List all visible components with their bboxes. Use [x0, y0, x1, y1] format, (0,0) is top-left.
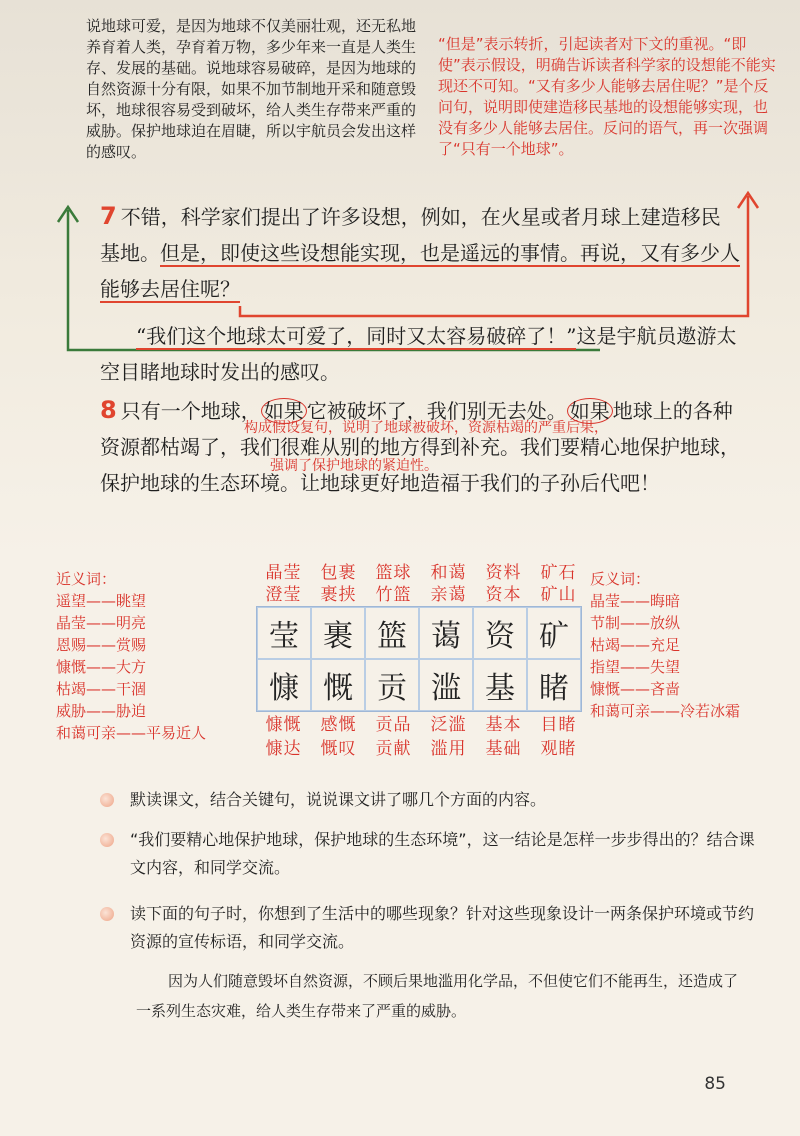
word: 贡献 — [375, 739, 412, 759]
question-text: 读下面的句子时，你想到了生活中的哪些现象？针对这些现象设计一两条保护环境或节约资源的宣传标语，和同学交流。 — [130, 904, 755, 951]
paragraph-7-quote — [100, 318, 740, 390]
left-annotation: 说地球可爱，是因为地球不仅美丽壮观，还无私地养育着人类，孕育着万物，多少年来一直是人类生存、发展的基础。说地球容易破碎，是因为地球的自然资源十分有限，如果不加节制地开采和随意毁坏，地球很容易受到破坏，给人类生存带来严重的威胁。保护地球迫在眉睫，所以宇航员会发出这样的感叹。 — [86, 17, 417, 161]
word: 篮球 — [375, 563, 412, 583]
character-cell: 裹 — [311, 607, 365, 659]
bullet-icon — [100, 833, 114, 847]
synonym-item: 枯竭——干涸 — [56, 680, 147, 698]
word: 裹挟 — [320, 585, 357, 605]
word: 慷达 — [265, 739, 302, 759]
word-row-top-2 — [256, 584, 586, 606]
paragraph-7 — [100, 198, 740, 307]
character-cell: 滥 — [419, 659, 473, 711]
character-cell: 慨 — [311, 659, 365, 711]
word: 泛滥 — [430, 715, 467, 735]
word: 包裹 — [320, 563, 357, 583]
word: 目睹 — [540, 715, 577, 735]
page-number: 85 — [704, 1074, 726, 1094]
antonym-item: 节制——放纵 — [590, 614, 681, 632]
synonyms-heading: 近义词： — [56, 570, 117, 588]
paragraph-number: 8 — [100, 396, 117, 424]
antonyms-heading: 反义词： — [590, 570, 651, 588]
word-row-bottom-1 — [256, 714, 586, 736]
paragraph-8-s3: 地球上的各种资源都枯竭了，我们很难从别的地方得到补充。我们要精心地保护地球，保护地球的生态环境。让地球更好地造福于我们的子孙后代吧！ — [100, 399, 740, 495]
character-cell: 蔼 — [419, 607, 473, 659]
character-cell: 矿 — [527, 607, 581, 659]
word: 滥用 — [430, 739, 467, 759]
word: 矿山 — [540, 585, 577, 605]
word: 贡品 — [375, 715, 412, 735]
synonym-item: 和蔼可亲——平易近人 — [56, 724, 207, 742]
antonym-item: 晶莹——晦暗 — [590, 592, 681, 610]
word: 亲蔼 — [430, 585, 467, 605]
character-cell: 资 — [473, 607, 527, 659]
synonym-item: 威胁——胁迫 — [56, 702, 147, 720]
word: 矿石 — [540, 563, 577, 583]
ruguo-annotation-1: 构成假设复句，说明了地球被破坏，资源枯竭的严重后果， — [244, 420, 608, 436]
word: 慨叹 — [320, 739, 357, 759]
antonyms-list — [590, 568, 790, 722]
paragraph-7-text-c2: 这是宇航员遨游太空目睹地球时发出的感叹。 — [100, 324, 737, 384]
paragraph-8-s2: 它被破坏了，我们别无去处。 — [306, 399, 567, 423]
paragraph-8-s1: 只有一个地球， — [120, 399, 261, 423]
paragraph-number: 7 — [100, 202, 117, 230]
character-cell: 睹 — [527, 659, 581, 711]
underlined-quote: “我们这个地球太可爱了，同时又太容易破碎了！” — [136, 324, 577, 348]
word: 竹篮 — [375, 585, 412, 605]
character-cell: 贡 — [365, 659, 419, 711]
synonym-item: 恩赐——赏赐 — [56, 636, 147, 654]
word: 基本 — [485, 715, 522, 735]
word-row-bottom-2 — [256, 738, 586, 760]
word-row-top-1 — [256, 562, 586, 584]
character-cell: 篮 — [365, 607, 419, 659]
character-cell: 基 — [473, 659, 527, 711]
antonym-item: 枯竭——充足 — [590, 636, 681, 654]
character-cell: 莹 — [257, 607, 311, 659]
circled-word: 如果 — [567, 398, 613, 424]
synonym-item: 晶莹——明亮 — [56, 614, 147, 632]
character-grid — [256, 606, 582, 712]
synonym-item: 慷慨——大方 — [56, 658, 147, 676]
antonym-item: 指望——失望 — [590, 658, 681, 676]
word: 资本 — [485, 585, 522, 605]
question-text: 默读课文，结合关键句，说说课文讲了哪几个方面的内容。 — [130, 790, 547, 809]
antonym-item: 慷慨——吝啬 — [590, 680, 681, 698]
right-annotation: “但是”表示转折，引起读者对下文的重视。“即使”表示假设，明确告诉读者科学家的设想能不能实现还不可知。“又有多少人能够去居住呢？”是个反问句，说明即使建造移民基地的设想能够实现，也没有多少人能够去居住。反问的语气，再一次强调了“只有一个地球”。 — [438, 35, 776, 158]
word: 资料 — [485, 563, 522, 583]
underlined-sentence: 但是，即使这些设想能实现，也是遥远的事情。再说，又有多少人能够去居住呢？ — [100, 241, 740, 301]
antonym-item: 和蔼可亲——冷若冰霜 — [590, 702, 741, 720]
paragraph-7-text-a: 不错，科学家们提出了许多设想，例如，在火星或者月球上建造移民基地。 — [100, 205, 721, 265]
ruguo-annotation-2: 强调了保护地球的紧迫性。 — [270, 458, 438, 474]
bullet-icon — [100, 907, 114, 921]
word: 基础 — [485, 739, 522, 759]
question-1 — [100, 786, 760, 814]
bullet-icon — [100, 793, 114, 807]
question-3 — [100, 900, 760, 956]
word: 和蔼 — [430, 563, 467, 583]
circled-word: 如果 — [261, 398, 307, 424]
synonyms-list — [56, 568, 256, 744]
question-text: “我们要精心地保护地球，保护地球的生态环境”，这一结论是怎样一步步得出的？结合课文内容，和同学交流。 — [130, 830, 755, 877]
word: 澄莹 — [265, 585, 302, 605]
paragraph-8 — [100, 392, 740, 501]
synonym-item: 遥望——眺望 — [56, 592, 147, 610]
word: 晶莹 — [265, 563, 302, 583]
word: 慷慨 — [265, 715, 302, 735]
word: 感慨 — [320, 715, 357, 735]
character-cell: 慷 — [257, 659, 311, 711]
quote-sentence: 因为人们随意毁坏自然资源，不顾后果地滥用化学品，不但使它们不能再生，还造成了一系列生态灾难，给人类生存带来了严重的威胁。 — [136, 972, 739, 1020]
question-2 — [100, 826, 760, 882]
word: 观睹 — [540, 739, 577, 759]
